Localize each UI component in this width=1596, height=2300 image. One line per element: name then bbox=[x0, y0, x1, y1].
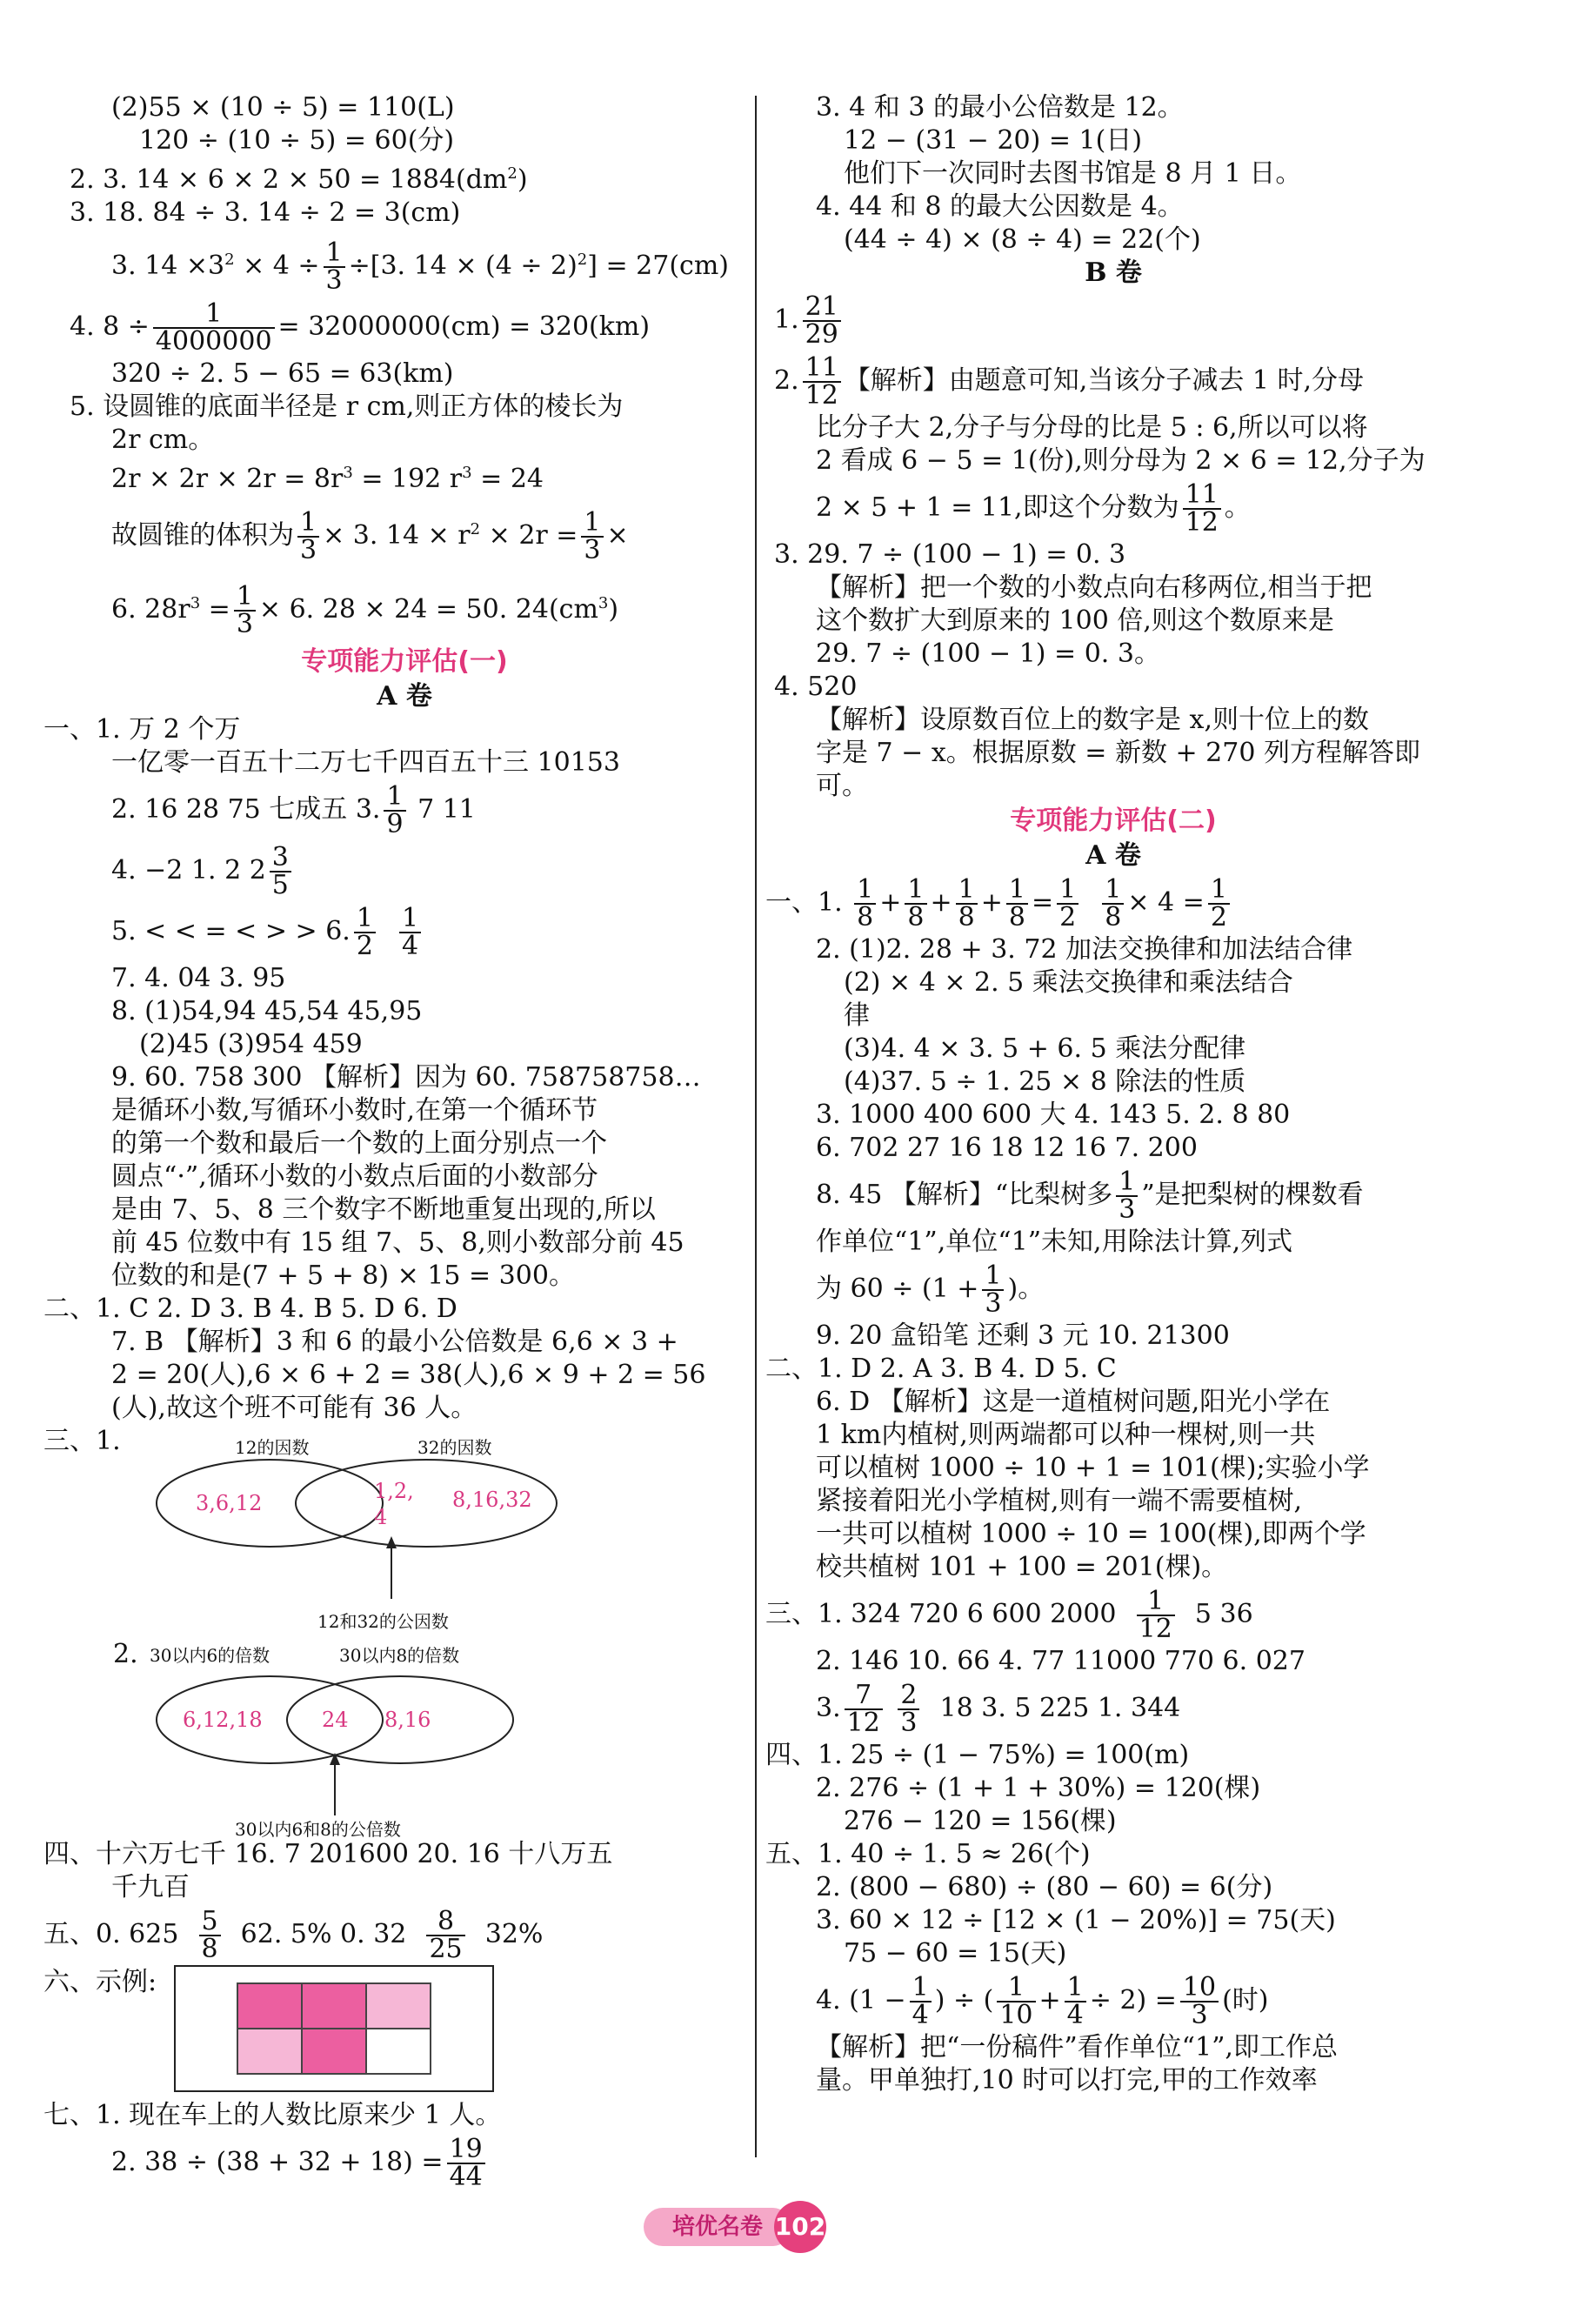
venn-diagram-multiples bbox=[70, 1633, 522, 1840]
venn-set-text: 3,6,12 bbox=[196, 1491, 263, 1515]
fraction: $\frac{1}{4}$ bbox=[910, 1975, 932, 2029]
answer-line: 他们下一次同时去图书馆是 8 月 1 日。 bbox=[844, 158, 1302, 189]
answer-line: (2)55 × (10 ÷ 5) = 110(L) bbox=[111, 92, 455, 123]
fraction: $\frac{1}{8}$ bbox=[956, 877, 978, 931]
fraction: $\frac{1}{8}$ bbox=[1102, 877, 1124, 931]
answer-line: 5. 设圆锥的底面半径是 r cm,则正方体的棱长为 bbox=[70, 391, 624, 422]
answer-line: (3)4. 4 × 3. 5 + 6. 5 乘法分配律 bbox=[844, 1033, 1246, 1064]
answer-line: 2. (1)2. 28 + 3. 72 加法交换律和加法结合律 bbox=[816, 934, 1353, 965]
answer-line: 这个数扩大到原来的 100 倍,则这个数原来是 bbox=[816, 605, 1334, 636]
answer-line: 2. 146 10. 66 4. 77 11000 770 6. 027 bbox=[816, 1646, 1306, 1676]
answer-line: 六、示例: bbox=[43, 1965, 739, 2092]
answer-line: (44 ÷ 4) × (8 ÷ 4) = 22(个) bbox=[844, 224, 1201, 255]
answer-line: 的第一个数和最后一个数的上面分别点一个 bbox=[111, 1128, 607, 1159]
answer-line: 6. $28r^3$ = $\frac{1}{3}$ × 6. 28 × 24 = 50. $24(cm^3)$ bbox=[111, 581, 619, 639]
fraction: $\frac{1}{3}$ bbox=[324, 240, 345, 294]
answer-line: 1 km内植树,则两端都可以种一棵树,则一共 bbox=[816, 1420, 1316, 1450]
fraction: $\frac{5}{8}$ bbox=[199, 1909, 221, 1962]
fraction: $\frac{1}{2}$ bbox=[1208, 877, 1230, 931]
fraction: $\frac{21}{29}$ bbox=[803, 294, 841, 348]
fraction: $\frac{8}{25}$ bbox=[426, 1909, 464, 1962]
answer-line: 4. 44 和 8 的最大公因数是 4。 bbox=[816, 191, 1184, 222]
answer-line: 前 45 位数中有 15 组 7、5、8,则小数部分前 45 bbox=[111, 1227, 684, 1258]
answer-line: 律 bbox=[844, 1000, 870, 1031]
fraction: $\frac{1}{3}$ bbox=[1116, 1169, 1138, 1223]
fraction: $\frac{11}{12}$ bbox=[1183, 482, 1221, 536]
fraction: $\frac{1}{2}$ bbox=[1057, 877, 1078, 931]
answer-line: 3. 4 和 3 的最小公倍数是 12。 bbox=[816, 92, 1184, 123]
answer-line: 【解析】把“一份稿件”看作单位“1”,即工作总 bbox=[816, 2032, 1338, 2063]
fraction: $\frac{19}{44}$ bbox=[447, 2136, 485, 2190]
answer-line: 一亿零一百五十二万七千四百五十三 10153 bbox=[111, 747, 620, 778]
section-title: 专项能力评估(一) bbox=[301, 646, 508, 677]
answer-line: 7. B 【解析】3 和 6 的最小公倍数是 6,6 × 3 + bbox=[111, 1327, 678, 1357]
fraction: $\frac{10}{3}$ bbox=[1180, 1975, 1219, 2029]
answer-line: 4. 520 bbox=[774, 672, 858, 702]
answer-line: 2 看成 6 − 5 = 1(份),则分母为 2 × 6 = 12,分子为 bbox=[816, 445, 1426, 476]
answer-line: 2. 16 28 75 七成五 3. $\frac{1}{9}$ 7 11 bbox=[111, 781, 476, 839]
answer-line: 120 ÷ (10 ÷ 5) = 60(分) bbox=[139, 125, 455, 156]
volume-label: A 卷 bbox=[377, 681, 432, 712]
left-column bbox=[43, 91, 739, 2193]
answer-line: 字是 7 − x。根据原数 = 新数 + 270 列方程解答即 bbox=[816, 738, 1420, 768]
venn-caption: 12和32的公因数 bbox=[317, 1611, 449, 1632]
answer-line: 4. 8 ÷ $\frac{1}{4000000}$ = 32000000(cm) = 320(km) bbox=[70, 298, 651, 357]
answer-line: 作单位“1”,单位“1”未知,用除法计算,列式 bbox=[816, 1227, 1293, 1257]
venn-set-text: 4 bbox=[374, 1505, 388, 1529]
answer-line: 2. 3. $14 \times 6 \times 2 \times 50 = 1884(dm^2)$ bbox=[70, 164, 528, 195]
fraction: $\frac{1}{8}$ bbox=[1006, 877, 1028, 931]
fraction: $\frac{1}{8}$ bbox=[905, 877, 926, 931]
answer-line: $2r \times 2r \times 2r = 8r^3 = 192$ $r^3 = 24$ bbox=[111, 464, 544, 494]
answer-line: 七、1. 现在车上的人数比原来少 1 人。 bbox=[43, 2100, 502, 2130]
answer-line: 紧接着阳光小学植树,则有一端不需要植树, bbox=[816, 1486, 1303, 1516]
column-divider bbox=[755, 96, 757, 2157]
answer-line: 2. (800 − 680) ÷ (80 − 60) = 6(分) bbox=[816, 1872, 1273, 1902]
answer-line: 2. 276 ÷ (1 + 1 + 30%) = 120(棵) bbox=[816, 1773, 1261, 1803]
answer-line: 5. < < = < > > 6. $\frac{1}{2}$ $\frac{1}{4}$ bbox=[70, 901, 739, 962]
fraction: $\frac{3}{5}$ bbox=[270, 845, 291, 899]
fraction: $\frac{11}{12}$ bbox=[803, 355, 841, 409]
volume-label: B 卷 bbox=[1085, 257, 1142, 288]
answer-line: 75 − 60 = 15(天) bbox=[844, 1938, 1067, 1969]
answer-line: 2 × 5 + 1 = 11,即这个分数为 $\frac{11}{12}$ 。 bbox=[816, 479, 1251, 538]
answer-line: 2. bbox=[113, 1639, 138, 1669]
answer-line: 1. $\frac{21}{29}$ bbox=[774, 290, 1452, 351]
answer-line: (2)45 (3)954 459 bbox=[139, 1029, 363, 1060]
venn-label: 12的因数 bbox=[235, 1437, 310, 1458]
answer-line: 可以植树 1000 ÷ 10 + 1 = 101(棵);实验小学 bbox=[816, 1453, 1370, 1483]
answer-line: 3. $14 \times 3^2 \times 4$ ÷ $\frac{1}{3}$ ÷[3. $14 \times (4 \div 2)^2] = 27(cm)$ bbox=[111, 237, 729, 296]
answer-line: 2. 38 ÷ (38 + 32 + 18) = $\frac{19}{44}$ bbox=[70, 2132, 739, 2193]
answer-line: 4. −2 1. 2 2 $\frac{3}{5}$ bbox=[70, 840, 739, 901]
answer-line: 4. (1 − $\frac{1}{4}$ ) ÷ ( $\frac{1}{10}$ + $\frac{1}{4}$ ÷ 2) = $\frac{10}{3}$ (时) bbox=[816, 1972, 1269, 2030]
fraction: $\frac{1}{9}$ bbox=[384, 784, 405, 838]
answer-line: 3. $\frac{7}{12}$ $\frac{2}{3}$ 18 3. 5 225 1. 344 bbox=[816, 1680, 1181, 1738]
fraction: $\frac{1}{3}$ bbox=[297, 510, 319, 564]
answer-line: 校共植树 101 + 100 = 201(棵)。 bbox=[816, 1552, 1228, 1582]
venn-label: 32的因数 bbox=[417, 1437, 492, 1458]
answer-line: 276 − 120 = 156(棵) bbox=[844, 1806, 1117, 1836]
fraction: $\frac{1}{10}$ bbox=[997, 1975, 1035, 2029]
answer-line: 为 60 ÷ (1 + $\frac{1}{3}$ )。 bbox=[816, 1260, 1045, 1319]
volume-label: A 卷 bbox=[1085, 840, 1141, 871]
venn-set-text: 8,16,32 bbox=[452, 1488, 532, 1512]
answer-line: 一共可以植树 1000 ÷ 10 = 100(棵),即两个学 bbox=[816, 1519, 1366, 1549]
answer-line: 7. 4. 04 3. 95 bbox=[111, 963, 286, 993]
answer-line: 一、1. $\frac{1}{8}$ + $\frac{1}{8}$ + $\frac{1}{8}$ + $\frac{1}{8}$ = $\frac{1}{2}$ $\frac{1}{8}$ × 4 = $\frac{1}{2}$ bbox=[765, 873, 1452, 933]
venn-set-text: 1,2, bbox=[374, 1479, 414, 1503]
venn-shapes bbox=[139, 1434, 591, 1608]
page-footer bbox=[644, 2201, 852, 2253]
answer-line: 9. 60. 758 300 【解析】因为 60. 758758758… bbox=[111, 1062, 701, 1093]
answer-line: 四、1. 25 ÷ (1 − 75%) = 100(m) bbox=[765, 1740, 1190, 1770]
answer-line: 8. (1)54,94 45,54 45,95 bbox=[111, 996, 423, 1026]
answer-line: 3. 60 × 12 ÷ [12 × (1 − 20%)] = 75(天) bbox=[816, 1905, 1336, 1936]
fraction: $\frac{1}{3}$ bbox=[982, 1263, 1004, 1317]
right-column bbox=[765, 91, 1452, 2097]
answer-line: 2r cm。 bbox=[111, 425, 215, 455]
fraction: $\frac{1}{2}$ bbox=[354, 906, 376, 959]
brand-badge: 培优名卷 bbox=[644, 2208, 791, 2246]
answer-line: 圆点“·”,循环小数的小数点后面的小数部分 bbox=[111, 1161, 598, 1192]
fraction: $\frac{1}{3}$ bbox=[234, 584, 256, 638]
answer-line: 二、1. D 2. A 3. B 4. D 5. C bbox=[765, 1354, 1117, 1384]
venn-set-text: 24 bbox=[322, 1708, 349, 1732]
answer-line: 6. D 【解析】这是一道植树问题,阳光小学在 bbox=[816, 1387, 1331, 1417]
fraction: $\frac{2}{3}$ bbox=[898, 1682, 919, 1736]
venn-set-text: 8,16 bbox=[384, 1708, 431, 1732]
fraction: $\frac{1}{4}$ bbox=[399, 906, 421, 959]
answer-line: 29. 7 ÷ (100 − 1) = 0. 3。 bbox=[816, 639, 1160, 669]
section-title: 专项能力评估(二) bbox=[1010, 806, 1217, 836]
answer-line: 故圆锥的体积为 $\frac{1}{3}$ × 3. $14 \times r^2 \times 2r$ = $\frac{1}{3}$ × bbox=[111, 507, 629, 565]
fraction: $\frac{1}{4}$ bbox=[1065, 1975, 1086, 2029]
venn-label: 30以内8的倍数 bbox=[339, 1645, 460, 1666]
answer-line: 可。 bbox=[816, 771, 868, 801]
answer-line: 9. 20 盒铅笔 还剩 3 元 10. 21300 bbox=[816, 1320, 1230, 1351]
fraction: $\frac{7}{12}$ bbox=[845, 1682, 883, 1736]
answer-line: 四、十六万七千 16. 7 201600 20. 16 十八万五 bbox=[43, 1839, 613, 1869]
answer-line: 320 ÷ 2. 5 − 65 = 63(km) bbox=[111, 358, 454, 389]
answer-line: 2 = 20(人),6 × 6 + 2 = 38(人),6 × 9 + 2 = 56 bbox=[111, 1360, 706, 1390]
answer-line: 量。甲单独打,10 时可以打完,甲的工作效率 bbox=[816, 2065, 1318, 2096]
answer-line: 千九百 bbox=[111, 1872, 190, 1902]
answer-line: (4)37. 5 ÷ 1. 25 × 8 除法的性质 bbox=[844, 1066, 1246, 1097]
venn-caption: 30以内6和8的公倍数 bbox=[235, 1819, 401, 1840]
venn-set-text: 6,12,18 bbox=[183, 1708, 263, 1732]
answer-line: (2) × 4 × 2. 5 乘法交换律和乘法结合 bbox=[844, 967, 1293, 998]
answer-line: 【解析】把一个数的小数点向右移两位,相当于把 bbox=[816, 572, 1372, 603]
answer-line: 3. 29. 7 ÷ (100 − 1) = 0. 3 bbox=[774, 539, 1126, 570]
answer-line: 6. 702 27 16 18 12 16 7. 200 bbox=[816, 1133, 1198, 1163]
fraction: $\frac{1}{8}$ bbox=[854, 877, 876, 931]
answer-line: 2. $\frac{11}{12}$ 【解析】由题意可知,当该分子减去 1 时,分母 bbox=[774, 352, 1365, 411]
answer-line: 五、0. 625 $\frac{5}{8}$ 62. 5% 0. 32 $\frac{8}{25}$ 32% bbox=[43, 1906, 544, 1964]
fraction: $\frac{1}{3}$ bbox=[581, 510, 603, 564]
fraction: $\frac{1}{4000000}$ bbox=[153, 301, 275, 355]
answer-line: 8. 45 【解析】“比梨树多 $\frac{1}{3}$ ”是把梨树的棵数看 bbox=[816, 1167, 1364, 1225]
answer-line: 是由 7、5、8 三个数字不断地重复出现的,所以 bbox=[111, 1194, 656, 1225]
fraction: $\frac{1}{12}$ bbox=[1137, 1588, 1175, 1642]
answer-line: 三、1. bbox=[43, 1426, 121, 1456]
answer-line: 五、1. 40 ÷ 1. 5 ≈ 26(个) bbox=[765, 1839, 1091, 1869]
answer-line: 三、1. 324 720 6 600 2000 $\frac{1}{12}$ 5 36 bbox=[765, 1586, 1253, 1644]
shaded-grid bbox=[174, 1965, 494, 2092]
answer-line: (人),故这个班不可能有 36 人。 bbox=[111, 1393, 477, 1423]
answer-line: 二、1. C 2. D 3. B 4. B 5. D 6. D bbox=[43, 1294, 457, 1324]
page-number: 102 bbox=[774, 2201, 826, 2253]
answer-line: 一、1. 万 2 个万 bbox=[43, 714, 241, 745]
venn-label: 30以内6的倍数 bbox=[150, 1645, 270, 1666]
answer-line: 3. 18. 84 ÷ 3. 14 ÷ 2 = 3(cm) bbox=[70, 197, 461, 228]
answer-line: 12 − (31 − 20) = 1(日) bbox=[844, 125, 1143, 156]
answer-line: 比分子大 2,分子与分母的比是 5 : 6,所以可以将 bbox=[816, 412, 1368, 443]
answer-line: 3. 1000 400 600 大 4. 143 5. 2. 8 80 bbox=[816, 1100, 1291, 1130]
answer-line: 位数的和是(7 + 5 + 8) × 15 = 300。 bbox=[111, 1260, 575, 1291]
answer-line: 【解析】设原数百位上的数字是 x,则十位上的数 bbox=[816, 705, 1369, 735]
venn-diagram-factors bbox=[139, 1434, 591, 1608]
answer-line: 是循环小数,写循环小数时,在第一个循环节 bbox=[111, 1095, 598, 1126]
